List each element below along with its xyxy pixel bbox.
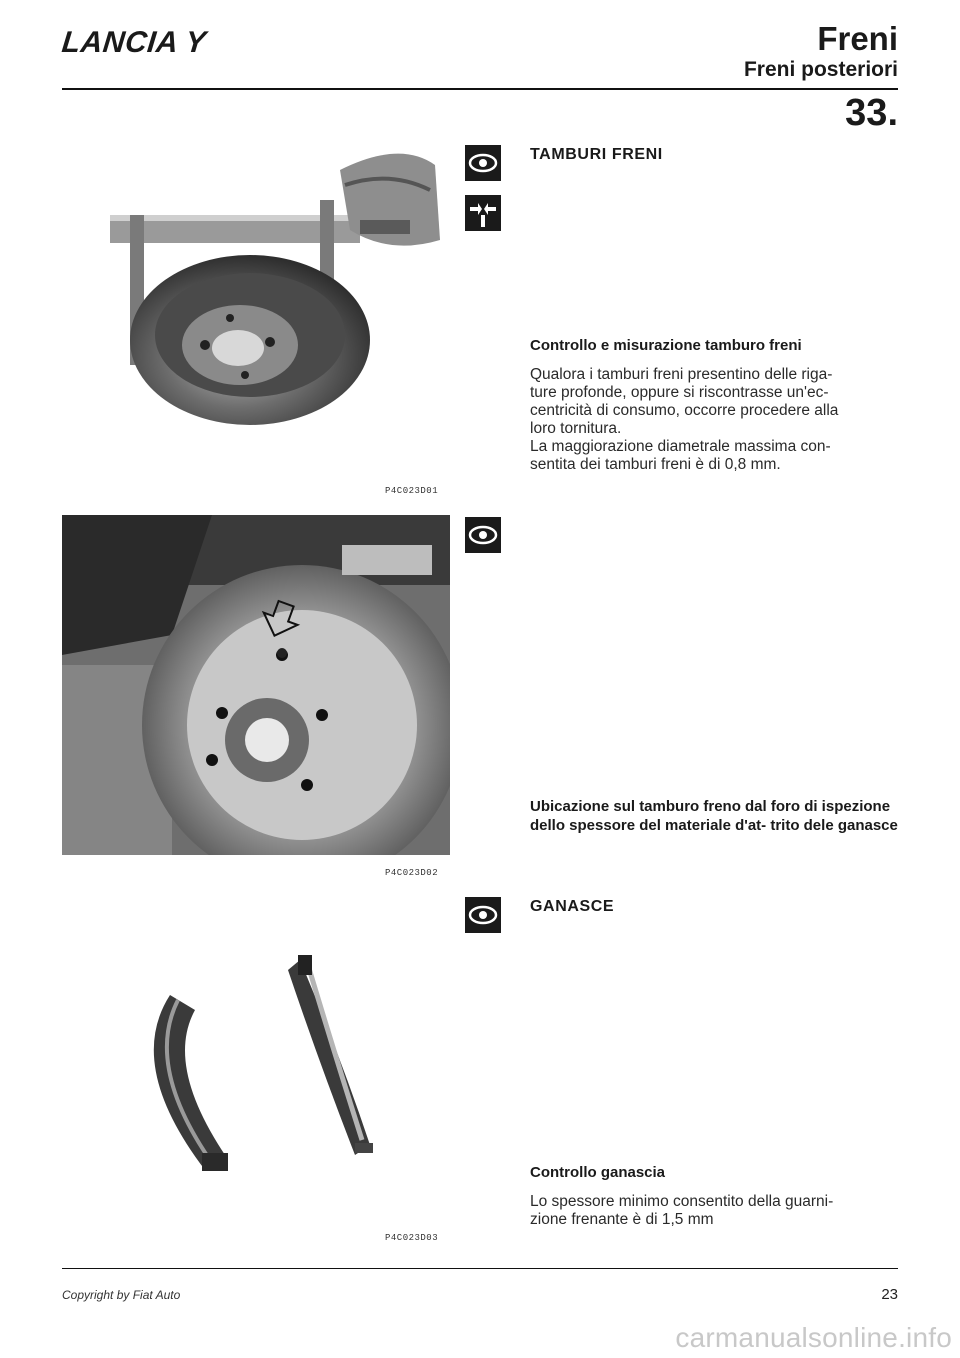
inspect-icon <box>465 517 501 553</box>
photo-code: P4C023D02 <box>385 868 439 878</box>
photo-code: P4C023D01 <box>385 486 439 496</box>
section-heading: GANASCE <box>530 898 615 915</box>
page-number: 23 <box>881 1286 898 1303</box>
watermark-text: carmanualsonline.info <box>675 1322 952 1353</box>
brand-title: LANCIA Y <box>60 26 208 59</box>
footer-divider <box>62 1268 898 1269</box>
measure-icon <box>465 195 501 231</box>
drum-inspection-hole-photo <box>62 515 450 855</box>
subsection-heading: Ubicazione sul tamburo freno dal foro di ispezione dello spessore del materiale d'at- trito dele ganasce <box>530 798 898 834</box>
subsection-heading: Controllo e misurazione tamburo freni <box>530 337 802 354</box>
section-heading: TAMBURI FRENI <box>530 146 663 163</box>
copyright-text: Copyright by Fiat Auto <box>62 1288 181 1302</box>
instruction-text: Qualora i tamburi freni presentino delle riga- ture profonde, oppure si riscontrasse un'ec- centricità di consumo, occorre procedere alla loro tornitura. La maggiorazione diametrale massima con- sentita dei tamburi freni è di 0,8 mm. <box>530 366 839 473</box>
brake-drum-measure-photo <box>110 130 450 440</box>
inspect-icon <box>465 897 501 933</box>
section-title: Freni <box>817 20 898 57</box>
chapter-number: 33. <box>845 92 898 134</box>
subsection-title: Freni posteriori <box>743 58 898 81</box>
instruction-text: Lo spessore minimo consentito della guarni- zione frenante è di 1,5 mm <box>530 1193 834 1228</box>
inspect-icon <box>465 145 501 181</box>
header-divider <box>62 88 898 90</box>
subsection-heading: Controllo ganascia <box>530 1164 666 1181</box>
brake-shoes-photo <box>130 955 400 1185</box>
photo-code: P4C023D03 <box>385 1233 439 1243</box>
